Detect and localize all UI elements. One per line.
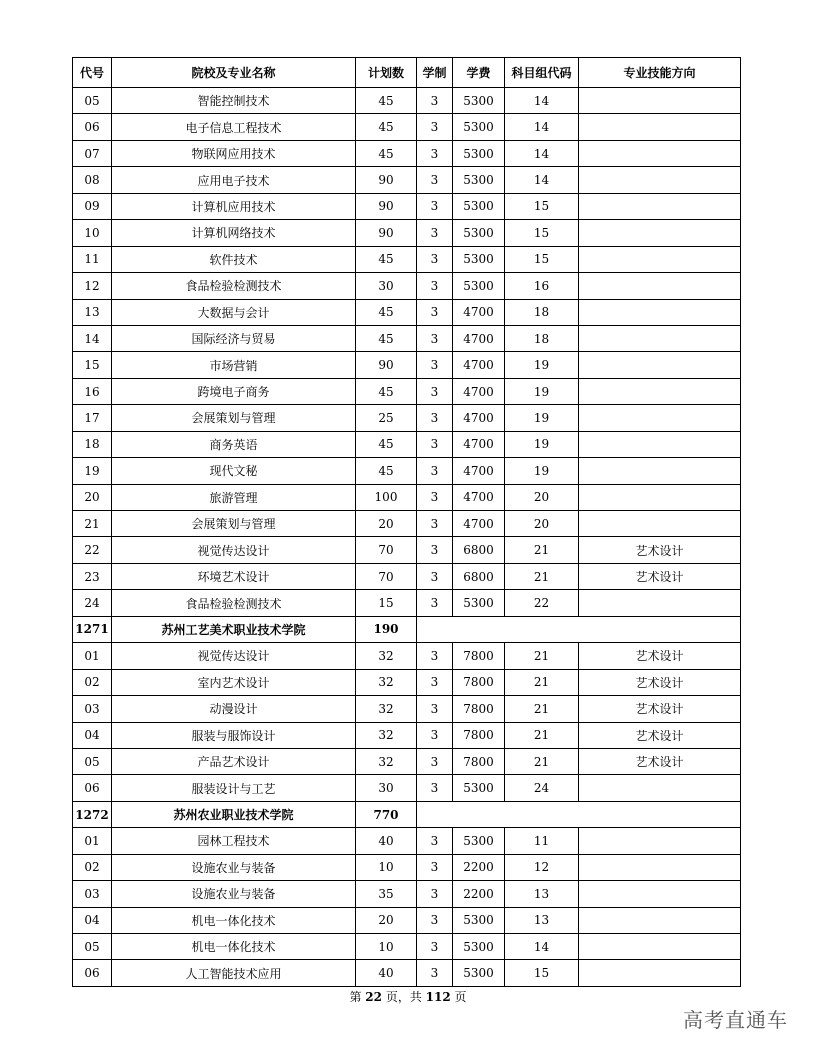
study-years: 3 (417, 114, 453, 140)
study-years: 3 (417, 405, 453, 431)
major-name: 智能控制技术 (112, 88, 356, 114)
tuition-fee: 2200 (453, 881, 505, 907)
major-name: 环境艺术设计 (112, 563, 356, 589)
major-name: 应用电子技术 (112, 167, 356, 193)
major-row (73, 114, 741, 140)
major-row (73, 722, 741, 748)
major-code: 01 (73, 643, 112, 669)
school-plan-total: 190 (356, 616, 417, 642)
skill-direction (579, 907, 741, 933)
plan-count: 100 (356, 484, 417, 510)
major-name: 软件技术 (112, 246, 356, 272)
plan-count: 45 (356, 325, 417, 351)
major-row (73, 167, 741, 193)
study-years: 3 (417, 590, 453, 616)
study-years: 3 (417, 854, 453, 880)
major-name: 跨境电子商务 (112, 378, 356, 404)
major-row (73, 563, 741, 589)
subject-group-code: 19 (505, 458, 579, 484)
skill-direction (579, 273, 741, 299)
major-row (73, 537, 741, 563)
header-subject-code: 科目组代码 (505, 58, 579, 88)
major-row (73, 246, 741, 272)
major-row (73, 775, 741, 801)
study-years: 3 (417, 934, 453, 960)
plan-count: 45 (356, 299, 417, 325)
major-code: 13 (73, 299, 112, 325)
major-code: 05 (73, 934, 112, 960)
major-code: 06 (73, 114, 112, 140)
tuition-fee: 5300 (453, 934, 505, 960)
plan-count: 90 (356, 220, 417, 246)
subject-group-code: 20 (505, 484, 579, 510)
tuition-fee: 5300 (453, 273, 505, 299)
skill-direction: 艺术设计 (579, 669, 741, 695)
subject-group-code: 21 (505, 537, 579, 563)
study-years: 3 (417, 140, 453, 166)
study-years: 3 (417, 325, 453, 351)
major-code: 18 (73, 431, 112, 457)
tuition-fee: 4700 (453, 431, 505, 457)
major-code: 05 (73, 88, 112, 114)
major-code: 08 (73, 167, 112, 193)
plan-count: 25 (356, 405, 417, 431)
page-footer (0, 988, 816, 1005)
skill-direction (579, 431, 741, 457)
study-years: 3 (417, 88, 453, 114)
plan-count: 45 (356, 88, 417, 114)
footer-total-pages: 112 (425, 990, 451, 1004)
subject-group-code: 14 (505, 140, 579, 166)
major-row (73, 696, 741, 722)
plan-count: 32 (356, 722, 417, 748)
major-code: 05 (73, 748, 112, 774)
major-name: 动漫设计 (112, 696, 356, 722)
major-row (73, 907, 741, 933)
skill-direction: 艺术设计 (579, 537, 741, 563)
header-skill-direction: 专业技能方向 (579, 58, 741, 88)
skill-direction (579, 960, 741, 986)
plan-count: 15 (356, 590, 417, 616)
footer-middle: 页，共 (382, 990, 426, 1004)
plan-count: 45 (356, 114, 417, 140)
major-row (73, 960, 741, 986)
skill-direction (579, 140, 741, 166)
major-row (73, 934, 741, 960)
study-years: 3 (417, 167, 453, 193)
study-years: 3 (417, 537, 453, 563)
major-name: 服装设计与工艺 (112, 775, 356, 801)
tuition-fee: 7800 (453, 748, 505, 774)
subject-group-code: 18 (505, 299, 579, 325)
skill-direction (579, 352, 741, 378)
study-years: 3 (417, 696, 453, 722)
subject-group-code: 24 (505, 775, 579, 801)
study-years: 3 (417, 299, 453, 325)
study-years: 3 (417, 828, 453, 854)
tuition-fee: 7800 (453, 643, 505, 669)
skill-direction (579, 511, 741, 537)
skill-direction (579, 114, 741, 140)
study-years: 3 (417, 748, 453, 774)
header-years: 学制 (417, 58, 453, 88)
tuition-fee: 5300 (453, 193, 505, 219)
major-code: 04 (73, 722, 112, 748)
major-code: 15 (73, 352, 112, 378)
major-row (73, 458, 741, 484)
school-code: 1272 (73, 801, 112, 827)
skill-direction (579, 246, 741, 272)
plan-count: 70 (356, 563, 417, 589)
major-code: 14 (73, 325, 112, 351)
subject-group-code: 11 (505, 828, 579, 854)
plan-count: 30 (356, 273, 417, 299)
plan-count: 32 (356, 696, 417, 722)
plan-count: 90 (356, 193, 417, 219)
study-years: 3 (417, 960, 453, 986)
major-name: 国际经济与贸易 (112, 325, 356, 351)
major-name: 食品检验检测技术 (112, 590, 356, 616)
plan-count: 10 (356, 934, 417, 960)
plan-count: 40 (356, 960, 417, 986)
study-years: 3 (417, 511, 453, 537)
tuition-fee: 6800 (453, 563, 505, 589)
footer-suffix: 页 (450, 990, 467, 1004)
major-row (73, 352, 741, 378)
study-years: 3 (417, 775, 453, 801)
tuition-fee: 5300 (453, 907, 505, 933)
skill-direction (579, 405, 741, 431)
skill-direction: 艺术设计 (579, 722, 741, 748)
subject-group-code: 15 (505, 960, 579, 986)
subject-group-code: 15 (505, 246, 579, 272)
major-code: 01 (73, 828, 112, 854)
major-code: 21 (73, 511, 112, 537)
major-name: 设施农业与装备 (112, 881, 356, 907)
major-code: 16 (73, 378, 112, 404)
plan-count: 45 (356, 246, 417, 272)
skill-direction: 艺术设计 (579, 696, 741, 722)
skill-direction (579, 775, 741, 801)
major-row (73, 273, 741, 299)
tuition-fee: 5300 (453, 246, 505, 272)
major-code: 03 (73, 696, 112, 722)
skill-direction (579, 458, 741, 484)
footer-prefix: 第 (349, 990, 366, 1004)
table-header-row (73, 58, 741, 88)
plan-count: 45 (356, 140, 417, 166)
major-code: 06 (73, 775, 112, 801)
header-name: 院校及专业名称 (112, 58, 356, 88)
plan-count: 30 (356, 775, 417, 801)
major-row (73, 299, 741, 325)
tuition-fee: 5300 (453, 140, 505, 166)
subject-group-code: 13 (505, 907, 579, 933)
skill-direction (579, 828, 741, 854)
skill-direction (579, 193, 741, 219)
header-code: 代号 (73, 58, 112, 88)
major-code: 17 (73, 405, 112, 431)
table-body (73, 88, 741, 987)
plan-count: 70 (356, 537, 417, 563)
major-name: 设施农业与装备 (112, 854, 356, 880)
tuition-fee: 5300 (453, 114, 505, 140)
study-years: 3 (417, 484, 453, 510)
tuition-fee: 4700 (453, 299, 505, 325)
study-years: 3 (417, 352, 453, 378)
subject-group-code: 21 (505, 643, 579, 669)
subject-group-code: 15 (505, 193, 579, 219)
major-name: 电子信息工程技术 (112, 114, 356, 140)
plan-count: 90 (356, 352, 417, 378)
major-row (73, 669, 741, 695)
major-row (73, 88, 741, 114)
major-row (73, 828, 741, 854)
major-name: 商务英语 (112, 431, 356, 457)
tuition-fee: 7800 (453, 696, 505, 722)
tuition-fee: 5300 (453, 775, 505, 801)
study-years: 3 (417, 193, 453, 219)
skill-direction (579, 167, 741, 193)
school-row-blank (417, 801, 741, 827)
school-row-blank (417, 616, 741, 642)
subject-group-code: 22 (505, 590, 579, 616)
skill-direction (579, 299, 741, 325)
tuition-fee: 5300 (453, 828, 505, 854)
major-row (73, 881, 741, 907)
major-code: 20 (73, 484, 112, 510)
subject-group-code: 14 (505, 167, 579, 193)
major-name: 旅游管理 (112, 484, 356, 510)
major-code: 19 (73, 458, 112, 484)
plan-count: 45 (356, 458, 417, 484)
plan-count: 40 (356, 828, 417, 854)
major-name: 机电一体化技术 (112, 907, 356, 933)
watermark: 高考直通车 (683, 1008, 788, 1032)
skill-direction (579, 881, 741, 907)
tuition-fee: 4700 (453, 458, 505, 484)
major-row (73, 590, 741, 616)
study-years: 3 (417, 273, 453, 299)
skill-direction: 艺术设计 (579, 563, 741, 589)
major-name: 视觉传达设计 (112, 537, 356, 563)
study-years: 3 (417, 246, 453, 272)
subject-group-code: 14 (505, 88, 579, 114)
major-code: 10 (73, 220, 112, 246)
major-code: 06 (73, 960, 112, 986)
subject-group-code: 16 (505, 273, 579, 299)
major-row (73, 748, 741, 774)
header-plan: 计划数 (356, 58, 417, 88)
plan-count: 32 (356, 669, 417, 695)
major-name: 食品检验检测技术 (112, 273, 356, 299)
major-name: 室内艺术设计 (112, 669, 356, 695)
school-plan-total: 770 (356, 801, 417, 827)
plan-count: 90 (356, 167, 417, 193)
major-code: 07 (73, 140, 112, 166)
subject-group-code: 21 (505, 669, 579, 695)
admission-plan-table (72, 57, 741, 987)
subject-group-code: 14 (505, 114, 579, 140)
major-name: 市场营销 (112, 352, 356, 378)
subject-group-code: 19 (505, 431, 579, 457)
major-name: 物联网应用技术 (112, 140, 356, 166)
tuition-fee: 4700 (453, 405, 505, 431)
plan-count: 10 (356, 854, 417, 880)
subject-group-code: 21 (505, 748, 579, 774)
subject-group-code: 15 (505, 220, 579, 246)
school-name: 苏州工艺美术职业技术学院 (112, 616, 356, 642)
subject-group-code: 20 (505, 511, 579, 537)
major-code: 12 (73, 273, 112, 299)
plan-count: 20 (356, 907, 417, 933)
major-code: 04 (73, 907, 112, 933)
major-code: 09 (73, 193, 112, 219)
major-code: 23 (73, 563, 112, 589)
subject-group-code: 13 (505, 881, 579, 907)
tuition-fee: 5300 (453, 960, 505, 986)
subject-group-code: 19 (505, 405, 579, 431)
major-row (73, 405, 741, 431)
school-row (73, 616, 741, 642)
study-years: 3 (417, 378, 453, 404)
major-name: 服装与服饰设计 (112, 722, 356, 748)
skill-direction (579, 854, 741, 880)
major-name: 会展策划与管理 (112, 511, 356, 537)
major-code: 22 (73, 537, 112, 563)
study-years: 3 (417, 881, 453, 907)
subject-group-code: 21 (505, 722, 579, 748)
major-row (73, 431, 741, 457)
major-row (73, 140, 741, 166)
major-row (73, 193, 741, 219)
major-code: 24 (73, 590, 112, 616)
tuition-fee: 7800 (453, 722, 505, 748)
major-name: 园林工程技术 (112, 828, 356, 854)
major-row (73, 854, 741, 880)
tuition-fee: 7800 (453, 669, 505, 695)
major-code: 02 (73, 854, 112, 880)
footer-page-number: 22 (365, 990, 382, 1004)
study-years: 3 (417, 563, 453, 589)
header-fee: 学费 (453, 58, 505, 88)
skill-direction: 艺术设计 (579, 643, 741, 669)
school-row (73, 801, 741, 827)
school-code: 1271 (73, 616, 112, 642)
major-code: 11 (73, 246, 112, 272)
school-name: 苏州农业职业技术学院 (112, 801, 356, 827)
major-row (73, 643, 741, 669)
tuition-fee: 5300 (453, 220, 505, 246)
plan-count: 45 (356, 431, 417, 457)
major-name: 计算机应用技术 (112, 193, 356, 219)
skill-direction (579, 934, 741, 960)
plan-count: 32 (356, 748, 417, 774)
skill-direction (579, 88, 741, 114)
tuition-fee: 4700 (453, 378, 505, 404)
study-years: 3 (417, 722, 453, 748)
major-name: 人工智能技术应用 (112, 960, 356, 986)
study-years: 3 (417, 220, 453, 246)
subject-group-code: 19 (505, 378, 579, 404)
study-years: 3 (417, 458, 453, 484)
major-name: 大数据与会计 (112, 299, 356, 325)
major-row (73, 325, 741, 351)
tuition-fee: 5300 (453, 590, 505, 616)
study-years: 3 (417, 907, 453, 933)
tuition-fee: 6800 (453, 537, 505, 563)
subject-group-code: 19 (505, 352, 579, 378)
subject-group-code: 14 (505, 934, 579, 960)
major-row (73, 220, 741, 246)
subject-group-code: 21 (505, 696, 579, 722)
tuition-fee: 4700 (453, 484, 505, 510)
tuition-fee: 4700 (453, 511, 505, 537)
major-name: 会展策划与管理 (112, 405, 356, 431)
skill-direction (579, 325, 741, 351)
tuition-fee: 4700 (453, 352, 505, 378)
plan-count: 35 (356, 881, 417, 907)
tuition-fee: 5300 (453, 88, 505, 114)
skill-direction (579, 378, 741, 404)
study-years: 3 (417, 431, 453, 457)
tuition-fee: 5300 (453, 167, 505, 193)
plan-count: 20 (356, 511, 417, 537)
skill-direction (579, 484, 741, 510)
plan-count: 45 (356, 378, 417, 404)
subject-group-code: 12 (505, 854, 579, 880)
major-row (73, 484, 741, 510)
major-name: 机电一体化技术 (112, 934, 356, 960)
major-name: 计算机网络技术 (112, 220, 356, 246)
major-name: 产品艺术设计 (112, 748, 356, 774)
study-years: 3 (417, 643, 453, 669)
major-code: 02 (73, 669, 112, 695)
skill-direction: 艺术设计 (579, 748, 741, 774)
major-row (73, 378, 741, 404)
tuition-fee: 2200 (453, 854, 505, 880)
major-row (73, 511, 741, 537)
skill-direction (579, 590, 741, 616)
skill-direction (579, 220, 741, 246)
plan-count: 32 (356, 643, 417, 669)
subject-group-code: 21 (505, 563, 579, 589)
study-years: 3 (417, 669, 453, 695)
major-name: 视觉传达设计 (112, 643, 356, 669)
subject-group-code: 18 (505, 325, 579, 351)
major-code: 03 (73, 881, 112, 907)
tuition-fee: 4700 (453, 325, 505, 351)
major-name: 现代文秘 (112, 458, 356, 484)
